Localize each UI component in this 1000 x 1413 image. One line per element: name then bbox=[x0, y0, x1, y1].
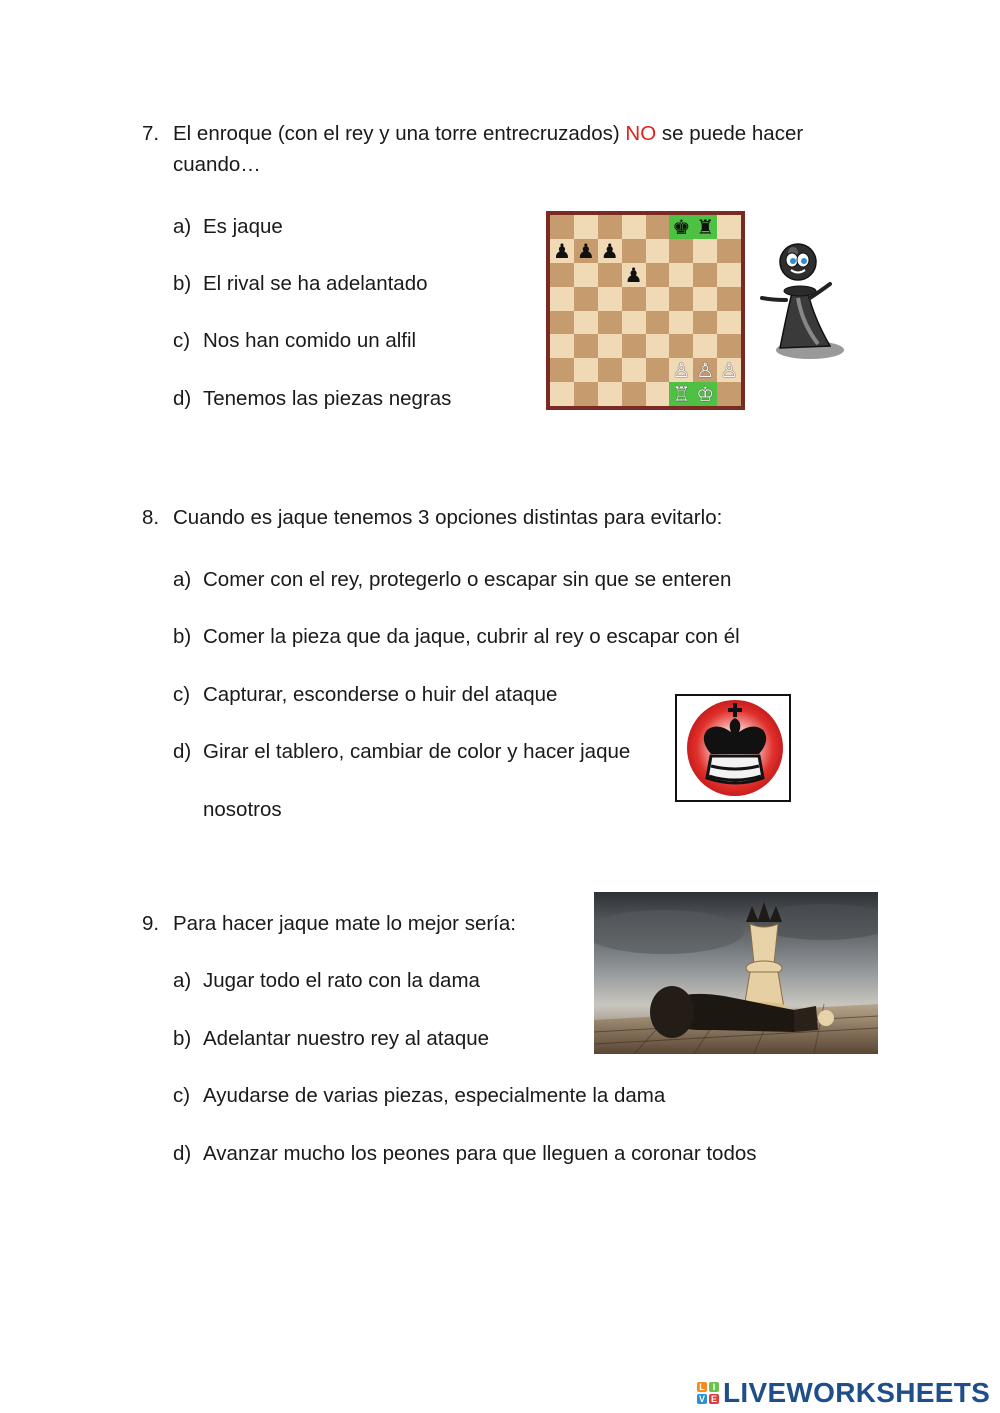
chess-board-image bbox=[546, 211, 745, 410]
q8-option-b[interactable]: Comer la pieza que da jaque, cubrir al rey o escapar con él bbox=[203, 625, 740, 648]
q7-option-b-letter: b) bbox=[173, 272, 192, 295]
q9-option-b-letter: b) bbox=[173, 1027, 192, 1050]
board-square-b7 bbox=[574, 239, 598, 263]
board-square-g6 bbox=[693, 263, 717, 287]
board-square-b2 bbox=[574, 358, 598, 382]
logo-mark-cell-l: L bbox=[697, 1382, 707, 1392]
board-square-h6 bbox=[717, 263, 741, 287]
question-7-text bbox=[173, 119, 803, 149]
q9-option-d-letter: d) bbox=[173, 1142, 192, 1165]
board-square-c5 bbox=[598, 287, 622, 311]
board-square-d2 bbox=[622, 358, 646, 382]
white-pawn-icon: ♙ bbox=[696, 358, 715, 383]
board-square-f3 bbox=[669, 334, 693, 358]
logo-text: LIVEWORKSHEETS bbox=[723, 1377, 991, 1408]
question-7-text-part1: El enroque (con el rey y una torre entrecruzados) bbox=[173, 122, 620, 145]
black-rook-icon: ♜ bbox=[696, 214, 715, 239]
board-square-g8 bbox=[693, 215, 717, 239]
q9-option-b[interactable]: Adelantar nuestro rey al ataque bbox=[203, 1027, 490, 1050]
white-pawn-icon: ♙ bbox=[720, 358, 739, 383]
black-pawn-icon: ♟ bbox=[624, 262, 643, 287]
board-square-e2 bbox=[646, 358, 670, 382]
q8-option-d-line2[interactable]: nosotros bbox=[203, 798, 282, 821]
q8-option-c[interactable]: Capturar, esconderse o huir del ataque bbox=[203, 683, 558, 706]
logo-mark-cell-e: E bbox=[710, 1394, 717, 1404]
board-square-f5 bbox=[669, 287, 693, 311]
question-9-number: 9. bbox=[142, 912, 160, 935]
board-square-g2 bbox=[693, 358, 717, 382]
black-king-icon: ♚ bbox=[672, 214, 691, 239]
q8-option-c-letter: c) bbox=[173, 683, 191, 706]
board-square-c2 bbox=[598, 358, 622, 382]
board-square-a2 bbox=[550, 358, 574, 382]
board-square-a8 bbox=[550, 215, 574, 239]
board-square-b4 bbox=[574, 311, 598, 335]
q8-option-d-letter: d) bbox=[173, 740, 192, 763]
question-8-text: Cuando es jaque tenemos 3 opciones distintas para evitarlo: bbox=[173, 506, 723, 529]
board-square-g5 bbox=[693, 287, 717, 311]
board-square-e6 bbox=[646, 263, 670, 287]
board-square-b5 bbox=[574, 287, 598, 311]
q7-option-c[interactable]: Nos han comido un alfil bbox=[203, 329, 417, 352]
q9-option-c-letter: c) bbox=[173, 1084, 191, 1107]
question-7-text-part2: se puede hacer bbox=[661, 122, 804, 145]
board-square-a4 bbox=[550, 311, 574, 335]
logo-mark-cell-v: V bbox=[698, 1394, 705, 1404]
q7-option-d-letter: d) bbox=[173, 387, 192, 410]
board-square-e3 bbox=[646, 334, 670, 358]
q8-option-b-letter: b) bbox=[173, 625, 192, 648]
board-square-h4 bbox=[717, 311, 741, 335]
question-9-text: Para hacer jaque mate lo mejor sería: bbox=[173, 912, 516, 935]
board-square-a3 bbox=[550, 334, 574, 358]
black-pawn-icon: ♟ bbox=[552, 238, 571, 263]
q9-option-c[interactable]: Ayudarse de varias piezas, especialmente la dama bbox=[203, 1084, 666, 1107]
board-square-c4 bbox=[598, 311, 622, 335]
board-square-g7 bbox=[693, 239, 717, 263]
q8-option-d[interactable]: Girar el tablero, cambiar de color y hacer jaque bbox=[203, 740, 631, 763]
board-square-c7 bbox=[598, 239, 622, 263]
q7-option-d[interactable]: Tenemos las piezas negras bbox=[203, 387, 452, 410]
board-square-f7 bbox=[669, 239, 693, 263]
board-square-a7 bbox=[550, 239, 574, 263]
board-square-c3 bbox=[598, 334, 622, 358]
board-square-d6 bbox=[622, 263, 646, 287]
board-square-h2 bbox=[717, 358, 741, 382]
board-square-b8 bbox=[574, 215, 598, 239]
board-square-f8 bbox=[669, 215, 693, 239]
fallen-king-photo-icon bbox=[594, 892, 878, 1054]
board-square-d5 bbox=[622, 287, 646, 311]
black-pawn-icon: ♟ bbox=[576, 238, 595, 263]
q7-option-a-letter: a) bbox=[173, 215, 192, 238]
board-square-h5 bbox=[717, 287, 741, 311]
liveworksheets-logo bbox=[697, 1376, 990, 1410]
chess-board-grid bbox=[550, 215, 741, 406]
board-square-a5 bbox=[550, 287, 574, 311]
board-square-h7 bbox=[717, 239, 741, 263]
q9-option-a[interactable]: Jugar todo el rato con la dama bbox=[203, 969, 480, 992]
board-square-d4 bbox=[622, 311, 646, 335]
logo-mark-cell-i: I bbox=[709, 1382, 719, 1392]
q9-option-d[interactable]: Avanzar mucho los peones para que lleguen a coronar todos bbox=[203, 1142, 757, 1165]
board-square-f2 bbox=[669, 358, 693, 382]
white-pawn-icon: ♙ bbox=[672, 358, 691, 383]
q8-option-a[interactable]: Comer con el rey, protegerlo o escapar sin que se enteren bbox=[203, 568, 732, 591]
board-square-e5 bbox=[646, 287, 670, 311]
q7-option-a[interactable]: Es jaque bbox=[203, 215, 283, 238]
board-square-e4 bbox=[646, 311, 670, 335]
white-rook-icon: ♖ bbox=[672, 382, 691, 407]
board-square-h3 bbox=[717, 334, 741, 358]
board-square-d7 bbox=[622, 239, 646, 263]
board-square-d3 bbox=[622, 334, 646, 358]
board-square-g1 bbox=[693, 382, 717, 406]
board-square-f6 bbox=[669, 263, 693, 287]
cartoon-pawn-icon bbox=[758, 238, 848, 364]
board-square-d8 bbox=[622, 215, 646, 239]
board-square-e7 bbox=[646, 239, 670, 263]
white-king-icon: ♔ bbox=[696, 382, 715, 407]
question-7-text-line2: cuando… bbox=[173, 153, 261, 176]
board-square-e1 bbox=[646, 382, 670, 406]
board-square-e8 bbox=[646, 215, 670, 239]
board-square-b1 bbox=[574, 382, 598, 406]
question-7-number: 7. bbox=[142, 122, 160, 145]
black-pawn-icon: ♟ bbox=[600, 238, 619, 263]
board-square-a1 bbox=[550, 382, 574, 406]
king-in-check-icon bbox=[677, 696, 789, 800]
board-square-b3 bbox=[574, 334, 598, 358]
question-8-number: 8. bbox=[142, 506, 160, 529]
board-square-d1 bbox=[622, 382, 646, 406]
q7-option-c-letter: c) bbox=[173, 329, 191, 352]
logo-mark-icon bbox=[697, 1382, 719, 1404]
board-square-g4 bbox=[693, 311, 717, 335]
checkmate-photo bbox=[594, 892, 878, 1054]
q9-option-a-letter: a) bbox=[173, 969, 192, 992]
board-square-h8 bbox=[717, 215, 741, 239]
board-square-h1 bbox=[717, 382, 741, 406]
board-square-c1 bbox=[598, 382, 622, 406]
board-square-c8 bbox=[598, 215, 622, 239]
check-king-image bbox=[675, 694, 791, 802]
board-square-g3 bbox=[693, 334, 717, 358]
board-square-b6 bbox=[574, 263, 598, 287]
board-square-f1 bbox=[669, 382, 693, 406]
q7-option-b[interactable]: El rival se ha adelantado bbox=[203, 272, 428, 295]
q8-option-a-letter: a) bbox=[173, 568, 192, 591]
board-square-a6 bbox=[550, 263, 574, 287]
board-square-f4 bbox=[669, 311, 693, 335]
question-7-highlight: NO bbox=[625, 122, 657, 145]
board-square-c6 bbox=[598, 263, 622, 287]
